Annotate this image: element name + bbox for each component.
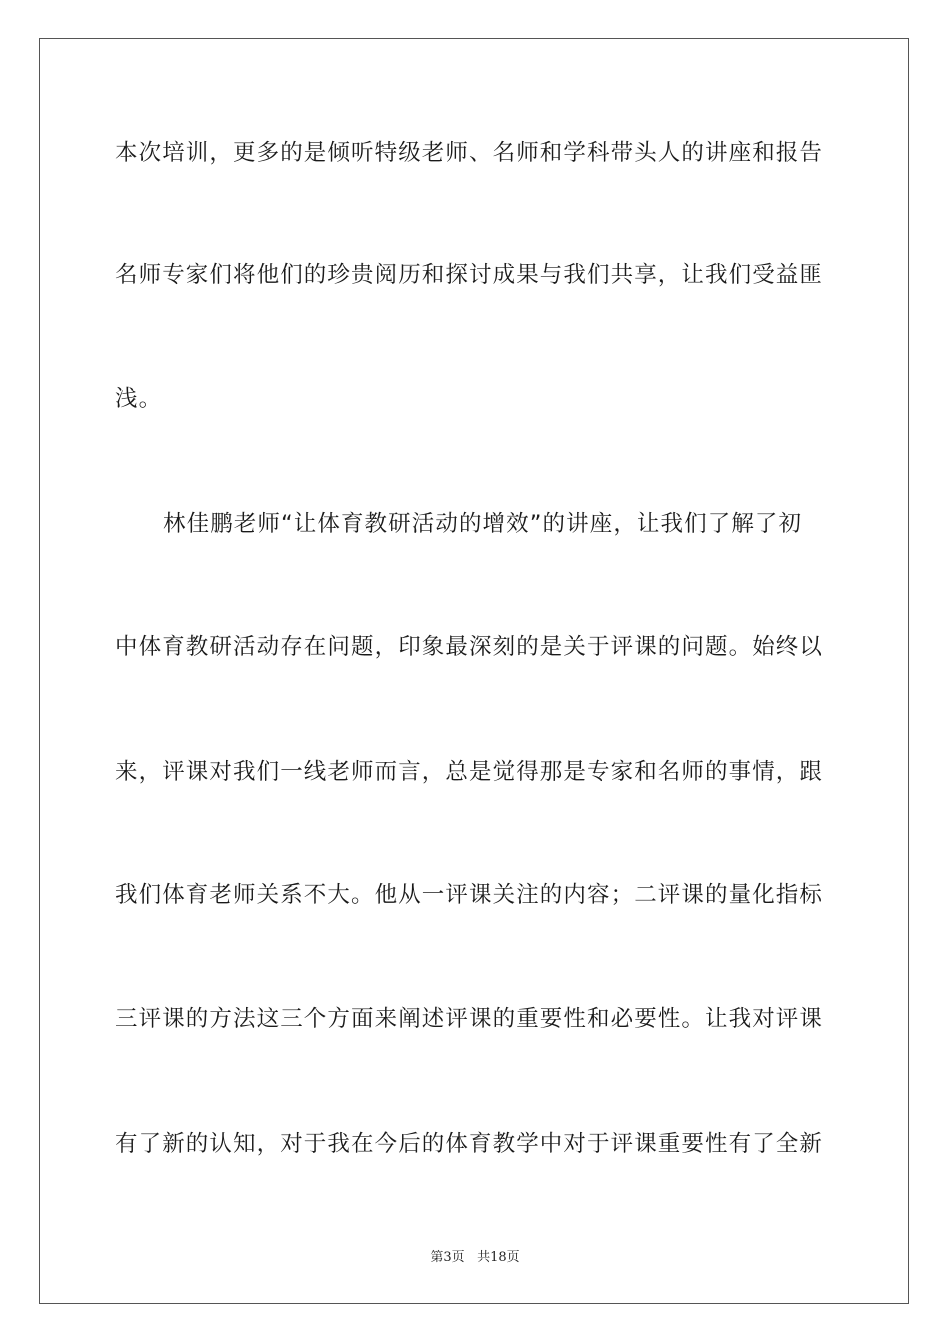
body-line-7: 我们体育老师关系不大。他从一评课关注的内容；二评课的量化指标	[115, 882, 824, 908]
body-line-8: 三评课的方法这三个方面来阐述评课的重要性和必要性。让我对评课	[115, 1006, 824, 1032]
body-line-4: 林佳鹏老师“让体育教研活动的增效”的讲座，让我们了解了初	[163, 511, 803, 537]
body-line-1: 本次培训，更多的是倾听特级老师、名师和学科带头人的讲座和报告	[115, 140, 824, 166]
page-total: 共18页	[477, 1250, 520, 1265]
body-line-5: 中体育教研活动存在问题，印象最深刻的是关于评课的问题。始终以	[115, 634, 824, 660]
page-border	[39, 38, 909, 1304]
body-line-9: 有了新的认知，对于我在今后的体育教学中对于评课重要性有了全新	[115, 1131, 824, 1157]
page-footer	[0, 1246, 950, 1265]
body-line-2: 名师专家们将他们的珍贵阅历和探讨成果与我们共享，让我们受益匪	[115, 262, 824, 288]
page-number: 第3页	[430, 1250, 465, 1265]
body-line-6: 来，评课对我们一线老师而言，总是觉得那是专家和名师的事情，跟	[115, 759, 824, 785]
body-line-3: 浅。	[115, 386, 163, 412]
